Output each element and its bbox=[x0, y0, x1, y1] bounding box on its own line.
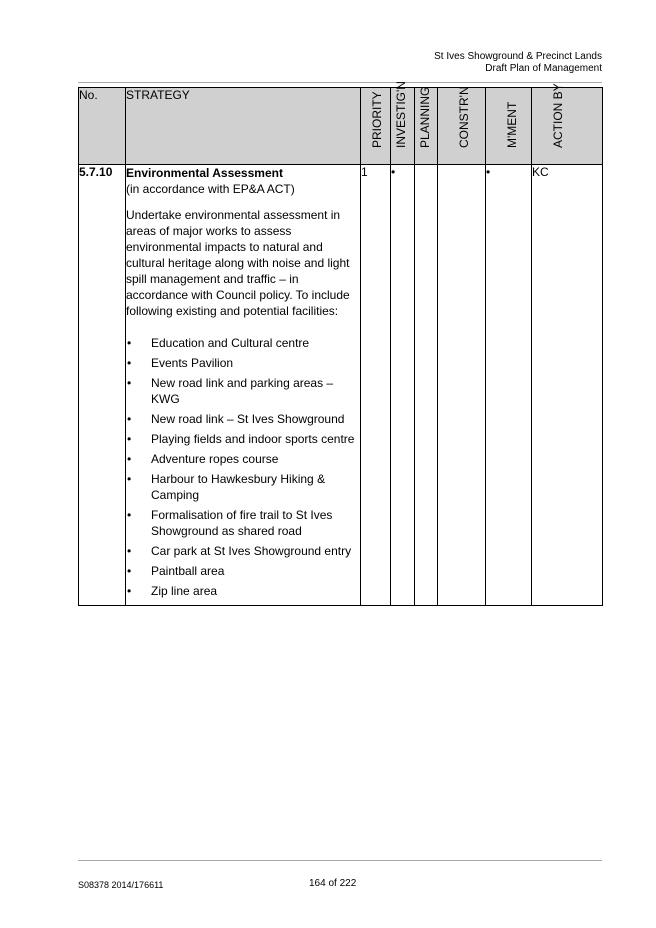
bullet-icon: • bbox=[127, 336, 132, 350]
col-header-planning-label: PLANNING bbox=[418, 86, 432, 148]
row-number: 5.7.10 bbox=[79, 165, 126, 606]
facility-label: New road link – St Ives Showground bbox=[151, 412, 345, 426]
planning-cell bbox=[415, 165, 438, 606]
footer-rule bbox=[78, 860, 602, 861]
table-row bbox=[79, 165, 603, 606]
facility-list bbox=[126, 335, 360, 599]
facility-label: Events Pavilion bbox=[151, 356, 234, 370]
facility-label: Formalisation of fire trail to St Ives Showground as shared road bbox=[151, 508, 333, 538]
col-header-construction bbox=[438, 88, 486, 165]
bullet-icon: • bbox=[127, 472, 132, 486]
col-header-action-by bbox=[532, 83, 603, 165]
bullet-icon: • bbox=[127, 452, 132, 466]
facility-label: Playing fields and indoor sports centre bbox=[151, 432, 355, 446]
page-number: 164 of 222 bbox=[309, 878, 357, 889]
bullet-icon: • bbox=[127, 432, 132, 446]
construction-cell bbox=[438, 165, 486, 606]
management-cell: • bbox=[486, 165, 532, 606]
facility-list-item bbox=[126, 451, 360, 467]
col-header-no: No. bbox=[79, 88, 126, 165]
col-header-investigation bbox=[391, 81, 415, 165]
strategy-table bbox=[78, 81, 603, 606]
bullet-icon: • bbox=[127, 356, 132, 370]
col-header-priority bbox=[361, 88, 391, 165]
bullet-icon: • bbox=[127, 564, 132, 578]
bullet-icon: • bbox=[127, 584, 132, 598]
col-header-action-by-label: ACTION BY bbox=[551, 83, 565, 148]
table-header-row bbox=[79, 88, 603, 165]
action-by-cell: KC bbox=[532, 165, 603, 606]
facility-list-item bbox=[126, 375, 360, 407]
col-header-construction-label: CONSTR'N bbox=[457, 86, 471, 148]
facility-list-item bbox=[126, 335, 360, 351]
col-header-planning bbox=[415, 88, 438, 165]
document-header-subtitle: Draft Plan of Management bbox=[485, 63, 602, 74]
strategy-description: Undertake environmental assessment in areas of major works to assess environmental impacts to natural and cultural heritage along with noise and light spill management and traffic – in accordance with Council policy. To include following existing and potential facilities: bbox=[126, 208, 350, 318]
facility-label: Paintball area bbox=[151, 564, 225, 578]
bullet-icon: • bbox=[127, 544, 132, 558]
facility-label: Education and Cultural centre bbox=[151, 336, 310, 350]
facility-list-item bbox=[126, 471, 360, 503]
facility-label: Adventure ropes course bbox=[151, 452, 279, 466]
facility-list-item bbox=[126, 583, 360, 599]
col-header-management-label: M'MENT bbox=[505, 101, 519, 148]
facility-list-item bbox=[126, 507, 360, 539]
strategy-cell bbox=[126, 165, 361, 606]
col-header-strategy: STRATEGY bbox=[126, 88, 361, 165]
col-header-management bbox=[486, 88, 532, 165]
bullet-icon: • bbox=[127, 376, 132, 390]
facility-label: Zip line area bbox=[151, 584, 218, 598]
facility-list-item bbox=[126, 431, 360, 447]
header-rule bbox=[78, 82, 602, 83]
facility-label: Harbour to Hawkesbury Hiking & Camping bbox=[151, 472, 326, 502]
col-header-priority-label: PRIORITY bbox=[370, 91, 384, 148]
priority-cell: 1 bbox=[361, 165, 391, 606]
bullet-icon: • bbox=[127, 508, 132, 522]
facility-list-item bbox=[126, 543, 360, 559]
strategy-subtitle: (in accordance with EP&A ACT) bbox=[126, 182, 295, 196]
strategy-title: Environmental Assessment bbox=[126, 166, 283, 180]
facility-label: Car park at St Ives Showground entry bbox=[151, 544, 352, 558]
document-header-title: St Ives Showground & Precinct Lands bbox=[434, 51, 602, 62]
facility-list-item bbox=[126, 355, 360, 371]
document-reference: S08378 2014/176611 bbox=[78, 880, 164, 890]
investigation-cell: • bbox=[391, 165, 415, 606]
facility-label: New road link and parking areas – KWG bbox=[151, 376, 334, 406]
facility-list-item bbox=[126, 563, 360, 579]
col-header-investigation-label: INVESTIG'N bbox=[394, 81, 408, 148]
bullet-icon: • bbox=[127, 412, 132, 426]
facility-list-item bbox=[126, 411, 360, 427]
